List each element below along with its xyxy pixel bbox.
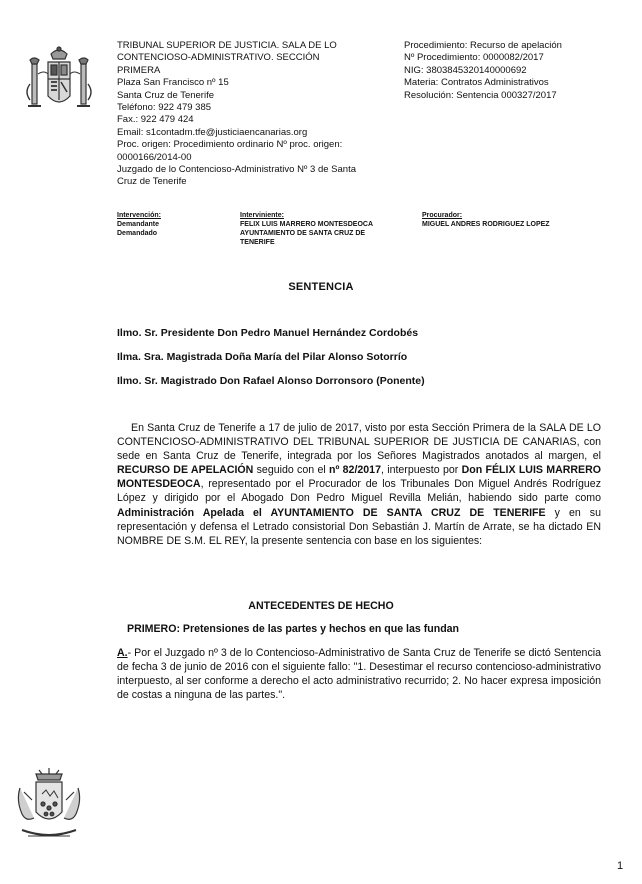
intro-text-1: En Santa Cruz de Tenerife a 17 de julio de 2017, visto por esta Sección Primera de la SALA DE LO CONTENCIOSO-ADMINISTRATIVO DEL TRIBUNAL SUPERIOR DE JUSTICIA DE CANARIAS, con sede en Santa Cruz de Tenerife, integrada por los Señores Magistrados anotados al margen, el xyxy=(117,422,601,463)
intro-text-5: y en su representación y defensa el Letrado consistorial Don Sebastián J. Martín de Arrate, se ha dictado EN NOMBRE DE S.M. EL REY, la presente sentencia con base en los siguientes: xyxy=(117,506,601,547)
role-demandado: Demandado xyxy=(117,230,158,237)
intro-text-3: , interpuesto por xyxy=(380,464,462,477)
paragraph-a xyxy=(117,646,601,702)
sentence-intro-paragraph xyxy=(117,421,601,548)
intervencion-column xyxy=(117,211,161,238)
role-demandante: Demandante xyxy=(117,221,160,228)
origin-court-line2: Cruz de Tenerife xyxy=(117,176,187,188)
page-number: 1 xyxy=(617,860,624,872)
interviniente-column xyxy=(240,211,373,247)
procurador-header: Procurador: xyxy=(422,212,463,219)
paragraph-a-text: - Por el Juzgado nº 3 de lo Contencioso-Administrativo de Santa Cruz de Tenerife se dictó Sentencia de fecha 3 de junio de 2016 con el siguiente fallo: "1. Desestimar el recurso contencioso-administrativo interpuesto, al ser conforme a derecho el acto administrativo recurrido; 2. No hacer expresa imposición de costas a ninguna de las partes.". xyxy=(117,647,601,702)
party-demandante: FELIX LUIS MARRERO MONTESDEOCA xyxy=(240,221,374,228)
procurador-demandante: MIGUEL ANDRES RODRIGUEZ LOPEZ xyxy=(422,221,550,228)
court-address-line2: Santa Cruz de Tenerife xyxy=(117,89,214,101)
interviniente-header: Interviniente: xyxy=(240,212,284,219)
canarias-coat-of-arms-icon xyxy=(12,764,86,856)
spain-coat-of-arms-icon xyxy=(24,44,94,136)
court-fax: Fax.: 922 479 424 xyxy=(117,114,194,126)
court-name-line3: PRIMERA xyxy=(117,64,161,76)
resolucion: Resolución: Sentencia 000327/2017 xyxy=(404,89,557,101)
party-demandado-line1: AYUNTAMIENTO DE SANTA CRUZ DE xyxy=(240,230,366,237)
materia: Materia: Contratos Administrativos xyxy=(404,77,549,89)
magistrate-ponente: Ilmo. Sr. Magistrado Don Rafael Alonso Dorronsoro (Ponente) xyxy=(117,375,425,387)
magistrate-president: Ilmo. Sr. Presidente Don Pedro Manuel Hernández Cordobés xyxy=(117,327,419,339)
appellee-name: Administración Apelada el AYUNTAMIENTO DE SANTA CRUZ DE TENERIFE xyxy=(117,506,546,519)
procurador-column xyxy=(422,211,550,229)
court-header xyxy=(117,40,397,189)
intervencion-header: Intervención: xyxy=(117,212,161,219)
intro-text-2: seguido con el xyxy=(253,464,330,477)
origin-proc-line1: Proc. origen: Procedimiento ordinario Nº proc. origen: xyxy=(117,139,343,151)
primero-subheading: PRIMERO: Pretensiones de las partes y hechos en que las fundan xyxy=(127,623,460,635)
magistrate-2: Ilma. Sra. Magistrada Doña María del Pilar Alonso Sotorrío xyxy=(117,351,408,363)
party-demandado-line2: TENERIFE xyxy=(240,239,275,246)
court-phone: Teléfono: 922 479 385 xyxy=(117,102,212,114)
court-name-line2: CONTENCIOSO-ADMINISTRATIVO. SECCIÓN xyxy=(117,52,320,64)
paragraph-a-label: A. xyxy=(117,647,128,659)
court-email: Email: s1contadm.tfe@justiciaencanarias.org xyxy=(117,126,308,138)
recurso-number: nº 82/2017 xyxy=(329,464,381,477)
origin-proc-line2: 0000166/2014-00 xyxy=(117,151,192,163)
appellant-name: Don FÉLIX LUIS MARRERO MONTESDEOCA xyxy=(117,464,602,491)
section-heading: ANTECEDENTES DE HECHO xyxy=(248,600,394,612)
nig: NIG: 3803845320140000692 xyxy=(404,64,527,76)
recurso-label: RECURSO DE APELACIÓN xyxy=(117,464,254,477)
num-procedimiento: Nº Procedimiento: 0000082/2017 xyxy=(404,52,544,64)
intro-text-4: , representado por el Procurador de los Tribunales Don Miguel Andrés Rodríguez López y dirigido por el Abogado Don Pedro Miguel Revilla Melián, habiendo sido parte como xyxy=(117,478,601,505)
document-title: SENTENCIA xyxy=(288,281,354,293)
procedimiento: Procedimiento: Recurso de apelación xyxy=(404,40,562,51)
court-address-line1: Plaza San Francisco nº 15 xyxy=(117,77,229,89)
origin-court-line1: Juzgado de lo Contencioso-Administrativo Nº 3 de Santa xyxy=(117,164,356,176)
court-name-line1: TRIBUNAL SUPERIOR DE JUSTICIA. SALA DE LO xyxy=(117,40,337,51)
case-info-header xyxy=(404,40,634,102)
